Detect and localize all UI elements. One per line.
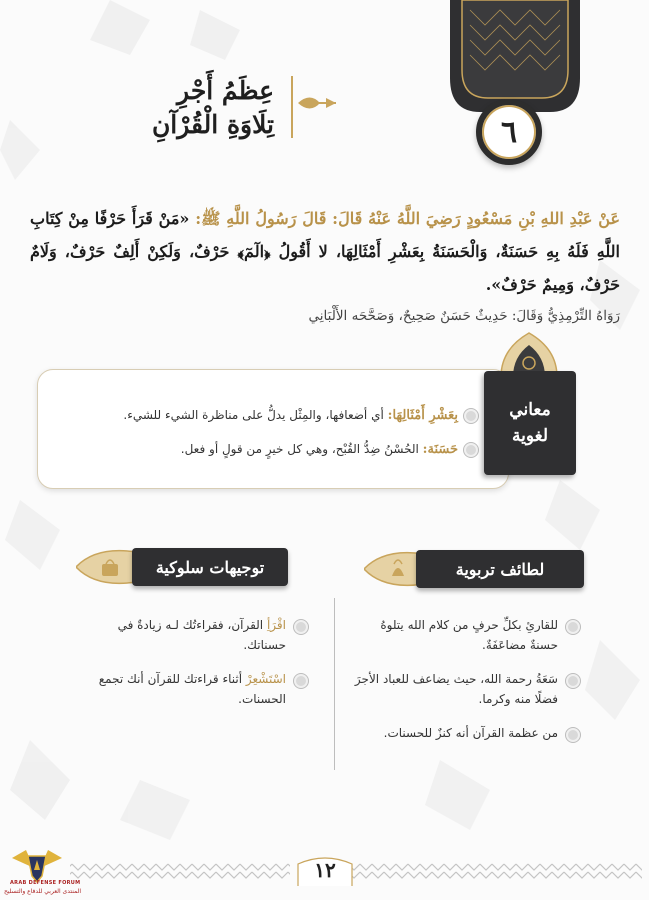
list-item-text: من عظمة القرآن أنه كنزٌ للحسنات.: [383, 726, 558, 740]
educational-notes-header: لطائف تربوية: [416, 550, 584, 588]
list-item-text: سَعَةُ رحمة الله، حيث يضاعف للعباد الأجرَ فضلًا منه وكرما.: [354, 672, 558, 706]
vocabulary-card: [37, 369, 509, 489]
bullet-icon: [566, 620, 580, 634]
hadith-body: «مَنْ قَرَأَ حَرْفًا مِنْ كِتَابِ اللَّهِ فَلَهُ بِهِ حَسَنَةٌ، وَالْحَسَنَةُ بِعَشْرِ أَمْثَالِهَا، لا أَقُولُ ﴿الٓمٓ﴾ حَرْفٌ، وَلَكِنْ أَلِفٌ حَرْفٌ، وَلَامٌ حَرْفٌ، وَمِيمٌ حَرْفٌ».: [30, 209, 620, 294]
page-number: ١٢: [314, 858, 336, 882]
vocab-item: [48, 408, 478, 423]
vocab-label-line1: معاني: [509, 400, 551, 420]
watermark-text-ar: المنتدى العربي للدفاع والتسليح: [4, 888, 81, 895]
title-line-1: عِظَمُ أَجْرِ: [177, 76, 274, 105]
behavioral-guidance-header: توجيهات سلوكية: [132, 548, 288, 586]
lesson-number: ٦: [500, 114, 518, 150]
list-item: [350, 723, 580, 743]
page-title: [34, 74, 274, 142]
lesson-number-badge: [476, 99, 542, 165]
hadith-text: [30, 202, 620, 301]
bullet-icon: [566, 674, 580, 688]
bullet-icon: [464, 409, 478, 423]
vocab-term: بِعَشْرِ أَمْثَالِهَا:: [387, 408, 458, 423]
arrow-ornament-icon: [296, 90, 338, 116]
column-divider: [334, 598, 335, 770]
bullet-icon: [464, 443, 478, 457]
list-item-text: للقارئِ بكلِّ حرفٍ من كلام الله يتلوهُ حسنةٌ مضاعَفَةٌ.: [380, 618, 558, 652]
vocab-definition: أي أضعافها، والمِثْل يدلُّ على مناظرة الشيء للشيء.: [123, 408, 384, 422]
watermark-text-en: ARAB DEFENSE FORUM: [10, 880, 81, 886]
vocab-definition: الحُسْنُ ضِدُّ القُبْح، وهي كل خيرٍ من قولٍ أو فعل.: [180, 442, 419, 456]
list-item-lead: اقْرَأِ: [266, 618, 286, 632]
behavioral-guidance-list: [80, 615, 308, 723]
vocabulary-label: [484, 371, 576, 475]
bullet-icon: [294, 674, 308, 688]
vocab-item: [48, 442, 478, 457]
hadith-source: رَوَاهُ التِّرْمِذِيُّ وَقَالَ: حَدِيثٌ حَسَنٌ صَحِيحٌ، وَصَحَّحَه الأَلْبَانِي: [308, 308, 620, 324]
educational-notes-list: [350, 615, 580, 757]
title-divider: [291, 76, 293, 138]
list-item-lead: اسْتَشْعِرْ: [245, 672, 286, 686]
vocab-label-line2: لغوية: [511, 426, 548, 446]
list-item-text: القرآن، فقراءتُك لـه زيادةٌ في حسناتك.: [117, 618, 286, 652]
vocab-term: حَسَنَة:: [422, 442, 458, 457]
list-item-text: أثناء قراءتك للقرآن أنك تجمع الحسنات.: [98, 672, 286, 706]
list-item: [350, 669, 580, 709]
hadith-narration: عَنْ عَبْدِ اللهِ بْنِ مَسْعُودٍ رَضِيَ اللَّهُ عَنْهُ قَالَ: قَالَ رَسُولُ اللَّهِ ﷺ:: [195, 209, 620, 228]
vocab-crown-icon: [497, 329, 561, 377]
bullet-icon: [566, 728, 580, 742]
title-line-2: تِلَاوَةِ الْقُرْآنِ: [151, 109, 274, 139]
list-item: [80, 669, 308, 709]
bullet-icon: [294, 620, 308, 634]
list-item: [80, 615, 308, 655]
list-item: [350, 615, 580, 655]
